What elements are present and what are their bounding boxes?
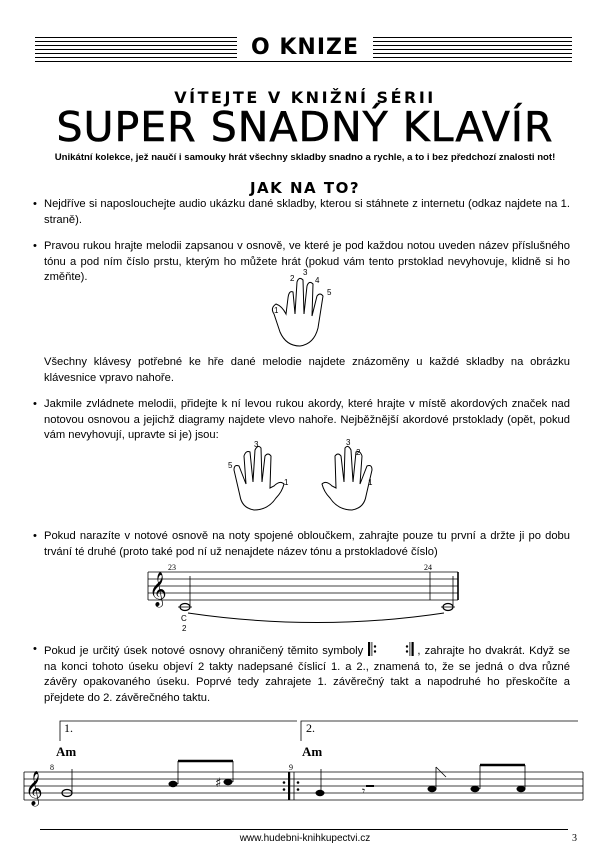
page-number: 3 [572, 833, 577, 844]
footer-rule [40, 829, 568, 830]
svg-text:♯: ♯ [215, 776, 222, 791]
instruction-3: Všechny klávesy potřebné ke hře dané melodie najdete znázoměny u každé skladby na obrázku klávesnice vpravo nahoře. [44, 356, 570, 384]
section-title: JAK NA TO? [249, 179, 361, 197]
tie-example-staff [140, 562, 460, 634]
chord-symbol: Am [302, 744, 323, 759]
measure-number: 24 [424, 563, 432, 572]
finger-number: 4 [315, 276, 320, 285]
finger-number: 1 [368, 478, 373, 487]
finger-number: 2 [182, 624, 187, 633]
svg-text:𝄾: 𝄾 [362, 784, 366, 798]
chord-symbol: Am [56, 744, 77, 759]
measure-number: 9 [289, 763, 293, 772]
finger-number: 5 [228, 461, 233, 470]
svg-text:𝄞: 𝄞 [25, 771, 43, 806]
measure-number: 23 [168, 563, 176, 572]
finger-number: 3 [303, 268, 308, 277]
right-hand-illustration-2 [312, 444, 384, 514]
instruction-1: • Nejdříve si naposlouchejte audio ukázku dané skladby, kterou si stáhnete z internetu (odkaz najdete na 1. straně). [33, 198, 570, 226]
repeat-example-staff [0, 705, 610, 817]
finger-number: 2 [290, 274, 295, 283]
instruction-5: • Pokud narazíte v notové osnově na noty spojené obloučkem, zahrajte pouze tu první a držte ji po dobu trvání té druhé (proto také pod ní už nenajdete název tónu a prstokladové číslo) [33, 530, 570, 558]
finger-number: 1 [274, 306, 279, 315]
finger-number: 5 [327, 288, 332, 297]
instruction-2: • Pravou rukou hrajte melodii zapsanou v osnově, ve které je pod každou notou uveden název příslušného tónu a pod ním číslo prstu, kterým ho můžete hrát (pokud vám tento prstoklad nevyhovuje, klidně si ho změňte). [33, 240, 570, 283]
repeat-symbols [367, 642, 417, 656]
series-subtitle: VÍTEJTE V KNIŽNÍ SÉRII [174, 88, 436, 107]
measure-number: 8 [50, 763, 54, 772]
page-header-title: O KNIZE [0, 35, 610, 60]
ending-2-label: 2. [306, 721, 315, 735]
finger-number: 3 [346, 438, 351, 447]
note-name: C [181, 614, 187, 623]
tagline: Unikátní kolekce, jež naučí i samouky hrát všechny skladby snadno a rychle, a to i bez předchozí znalosti not! [54, 152, 556, 163]
book-title: SUPER SNADNÝ KLAVÍR [56, 103, 554, 151]
finger-number: 1 [284, 478, 289, 487]
ending-1-label: 1. [64, 721, 73, 735]
footer-url: www.hudebni-knihkupectvi.cz [239, 833, 371, 844]
instruction-6: • Pokud je určitý úsek notové osnovy ohraničený těmito symboly , zahrajte ho dvakrát. Když se na konci tohoto úseku objeví 2 takty nadepsané číslicí 1. a 2., znamená to, že se jedná o dva různé závěry opakovaného úseku. Poprvé tedy zahrajete 1. závěrečný takt a napodruhé ho přeskočíte a přejdete do 2. závěrečného taktu. [33, 643, 571, 704]
finger-number: 2 [356, 448, 361, 457]
svg-text:𝄞: 𝄞 [149, 572, 167, 607]
finger-number: 3 [254, 440, 259, 449]
instruction-4: • Jakmile zvládnete melodii, přidejte k ní levou rukou akordy, které hrajte v místě akordových značek nad notovou osnovou a jejichž diagramy najdete vlevo nahoře. Nejběžnější akordové prstoklady (opět, pokud vám nevyhovují, upravte si je) jsou: [33, 398, 570, 441]
